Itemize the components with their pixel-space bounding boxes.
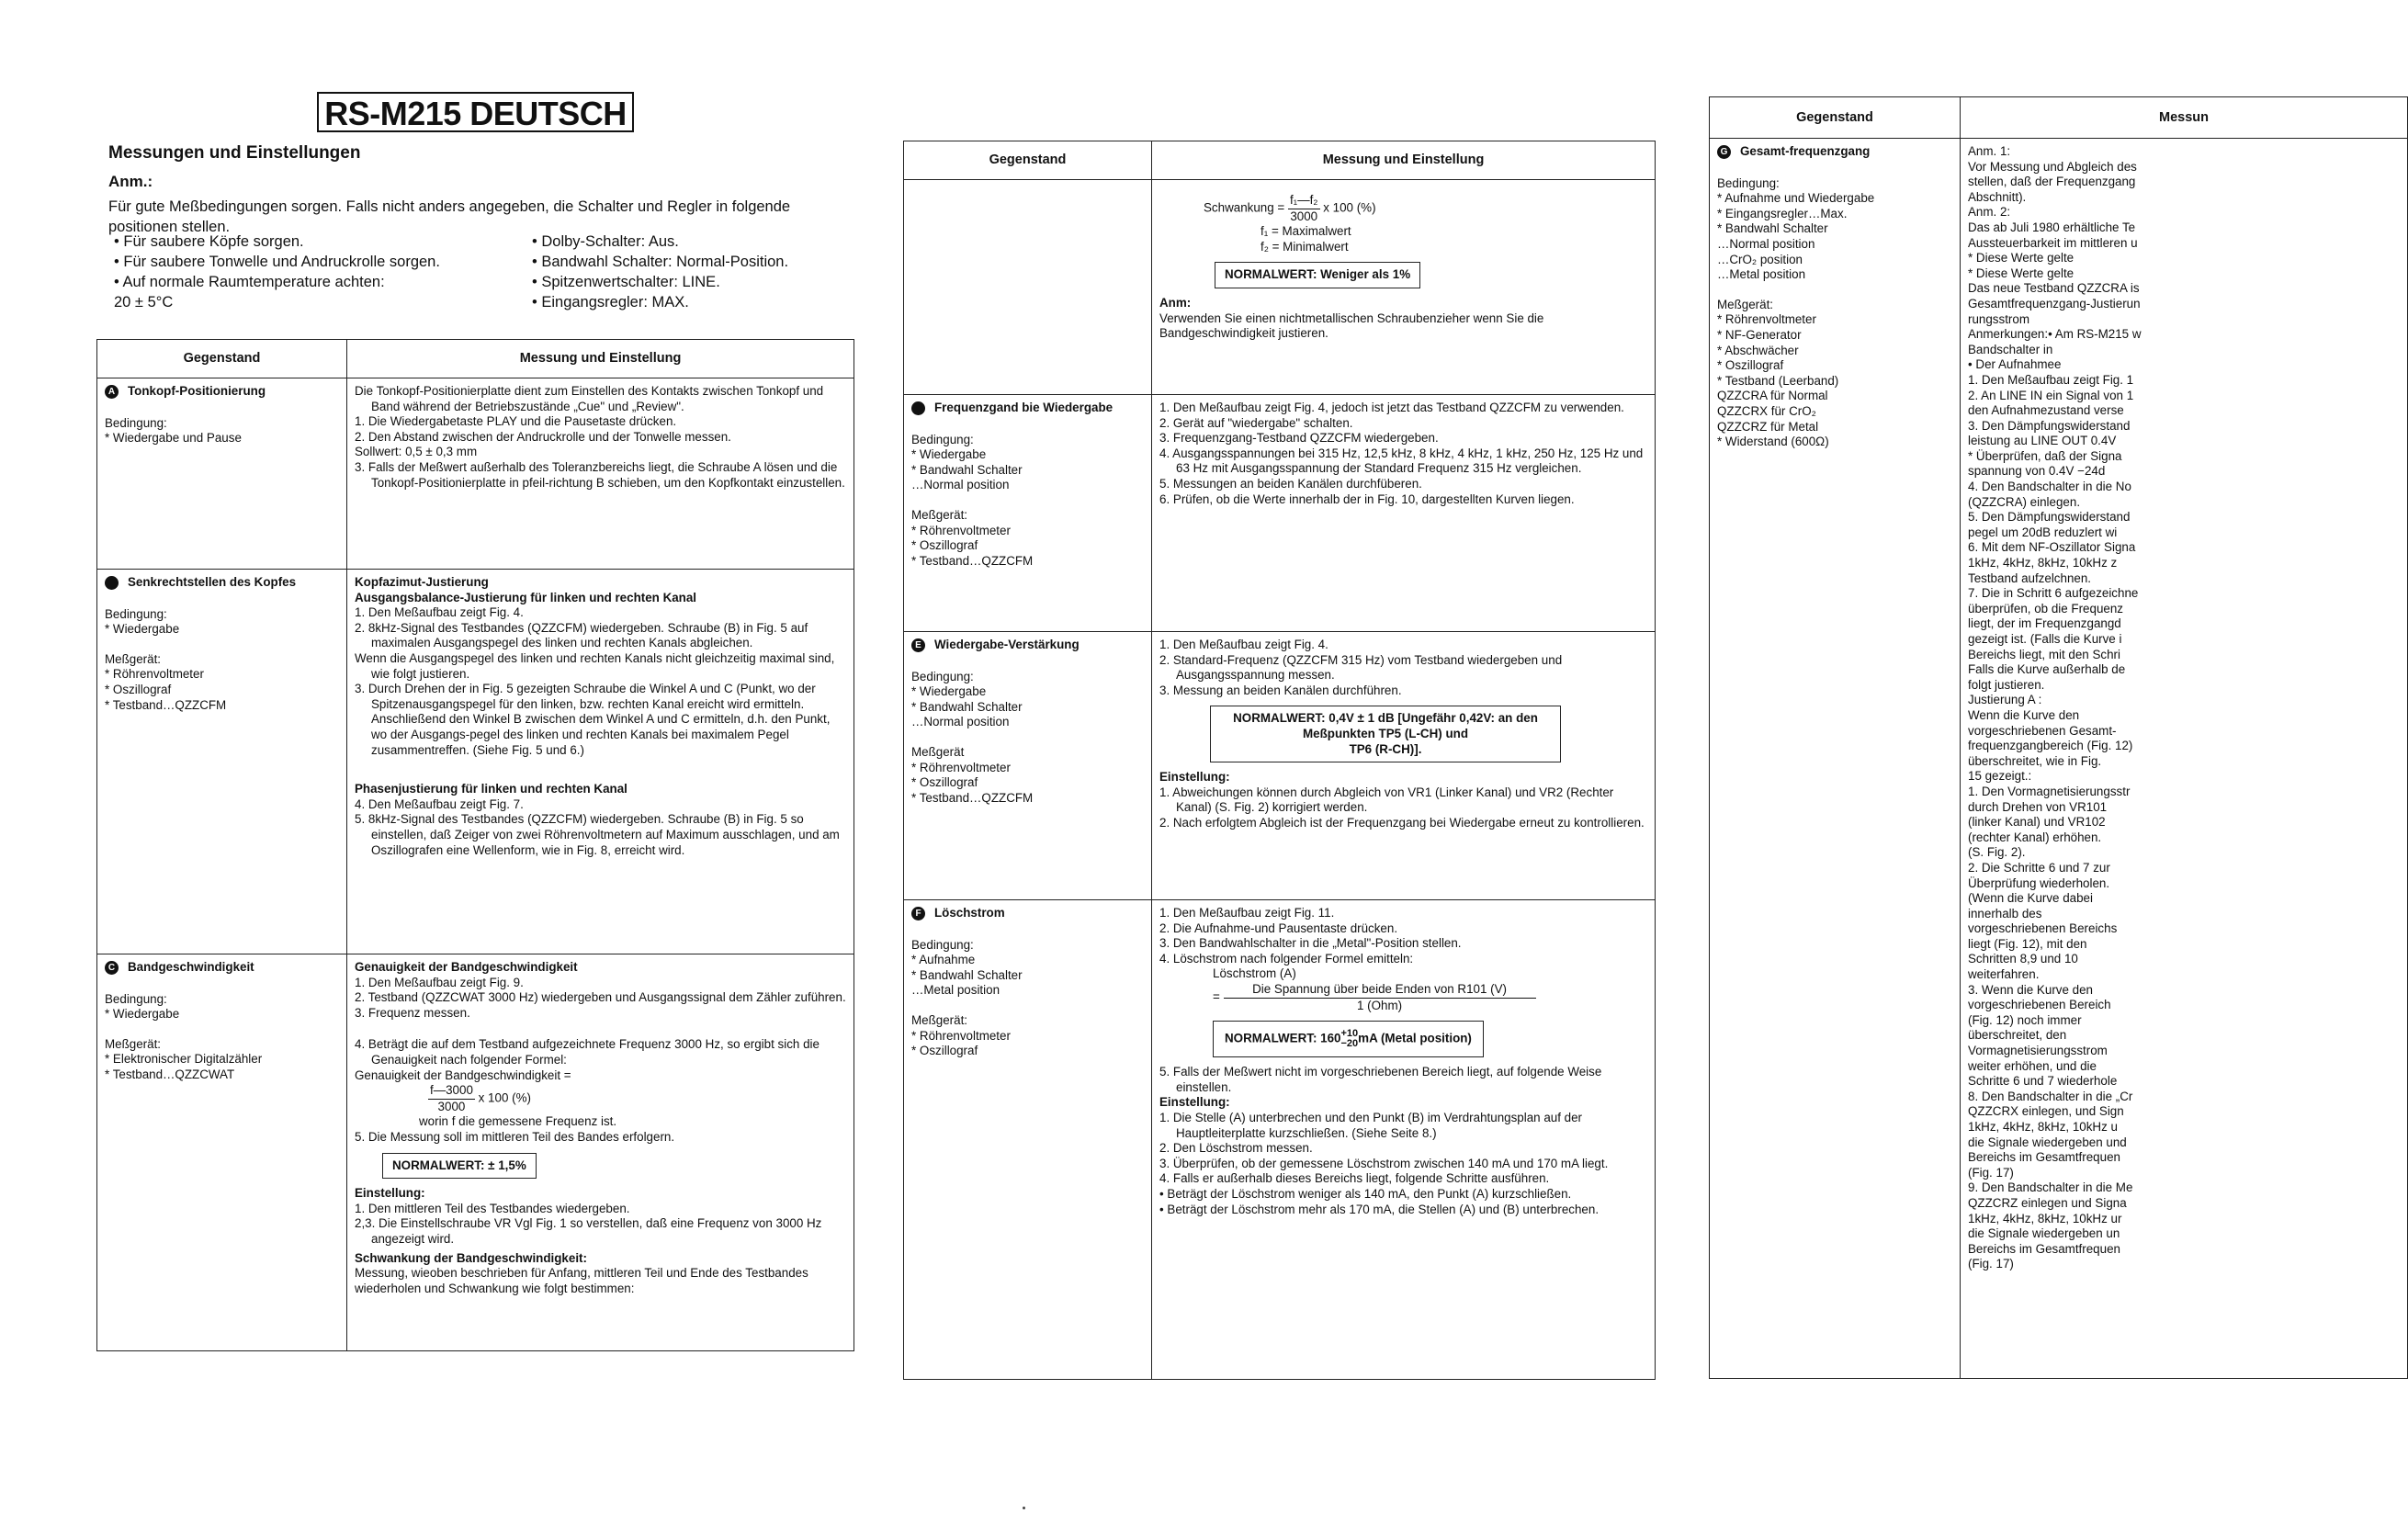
text-line: die Signale wiedergeben un [1968,1226,2120,1241]
text-line: * Eingangsregler…Max. [1717,206,1848,220]
text-line [1717,283,1952,298]
text-line: Anmerkungen:• Am RS-M215 w [1968,327,2142,342]
text-line: * Überprüfen, daß der Signa [1968,448,2122,463]
text-line: * Röhrenvoltmeter [911,760,1011,774]
text-line: • Der Aufnahmee [1968,357,2062,372]
item-d-text [1152,395,1656,632]
text-line: 3. Wenn die Kurve den [1968,982,2093,997]
text-line: Falls die Kurve außerhalb de [1968,662,2126,677]
text-line: 4. Den Meßaufbau zeigt Fig. 7. [355,796,524,811]
text-line: durch Drehen von VR101 [1968,799,2108,814]
text-line: Bedingung: [105,991,167,1006]
text-line: 1. Den Meßaufbau zeigt Fig. 4. [1159,638,1328,651]
text-line: • Beträgt der Löschstrom mehr als 170 mA, die Stellen (A) und (B) unterbrechen. [1159,1202,1600,1216]
condition-item: • Bandwahl Schalter: Normal-Position. [532,254,789,270]
item-c-cell [97,954,347,1351]
text-line: * Röhrenvoltmeter [1717,312,1816,327]
letter-d-icon: D [911,401,925,415]
item-d-conditions [911,433,1144,570]
text-line: gezeigt ist. (Falls die Kurve i [1968,632,2122,646]
item-b-text [347,570,854,954]
text-line: Bandschalter in [1968,342,2053,356]
text-line: …CrO₂ position [1717,252,1803,266]
text-line: * Testband…QZZCFM [911,790,1034,805]
text-line: frequenzgangbereich (Fig. 12) [1968,739,2133,753]
text-line: 2. An LINE IN ein Signal von 1 [1968,388,2134,402]
text-line: …Metal position [911,983,1001,998]
text-line: 1. Den Vormagnetisierungsstr [1968,784,2131,798]
item-c-head2: Schwankung der Bandgeschwindigkeit: [355,1250,587,1265]
text-line: * Wiedergabe [911,447,987,462]
item-b-conditions [105,607,339,714]
item-g-cell [1710,139,1961,1379]
normal-f-sub: −20 [1340,1038,1359,1050]
text-line: * NF-Generator [1717,327,1802,342]
conditions-right [526,232,839,312]
formula-den: 3000 [437,1099,466,1113]
text-line [105,638,339,652]
item-f-steps [1159,906,1647,966]
text-line: * Aufnahme und Wiedergabe [1717,191,1875,206]
text-line: folgt justieren. [1968,677,2045,692]
condition-item: • Eingangsregler: MAX. [532,294,689,311]
text-line: Bedingung: [105,606,167,621]
text-line: Gesamtfrequenzgang-Justierun [1968,296,2141,311]
item-c-text [347,954,854,1351]
text-line: weiter erhöhen, und die [1968,1058,2097,1073]
text-line: pegel um 20dB reduzlert wi [1968,525,2118,539]
item-b-title: Senkrechtstellen des Kopfes [128,575,297,589]
text-line: * Testband (Leerband) [1717,373,1839,388]
text-line: Justierung A : [1968,693,2042,707]
text-line: 1. Den Meßaufbau zeigt Fig. 1 [1968,372,2134,387]
text-line: * Widerstand (600Ω) [1717,435,1829,449]
text-line: QZZCRA für Normal [1717,389,1828,403]
item-g-conditions [1717,176,1952,450]
text-line: QZZCRX für CrO₂ [1717,403,1816,418]
item-f-steps3 [1159,1111,1647,1217]
text-line [911,493,1144,508]
einstellung-e: Einstellung: [1159,770,1230,785]
item-f-step5: 5. Falls der Meßwert nicht im vorgeschriebenen Bereich liegt, auf folgende Weise einstellen. [1159,1065,1602,1094]
text-line: Genauigkeit der Bandgeschwindigkeit = [355,1067,571,1082]
text-line: (Wenn die Kurve dabei [1968,891,2093,906]
text-line: Testband aufzelchnen. [1968,570,2092,585]
condition-item: • Für saubere Köpfe sorgen. [114,233,304,250]
text-line: Schritte 6 und 7 wiederhole [1968,1074,2118,1089]
text-line: * Röhrenvoltmeter [911,523,1011,537]
text-line: 1kHz, 4kHz, 8kHz, 10kHz ur [1968,1211,2122,1225]
header-item-3: Gegenstand [1710,97,1961,139]
text-line: Bedingung: [911,432,974,446]
text-line: überschreitet, den [1968,1028,2067,1043]
text-line: * Wiedergabe und Pause [105,431,242,446]
text-line: * Wiedergabe [105,622,180,637]
item-b-head3: Phasenjustierung für linken und rechten Kanal [355,782,627,796]
text-line: * Wiedergabe [105,1007,180,1022]
item-g-text [1961,139,2408,1379]
text-line: Bedingung: [911,669,974,683]
text-line: 6. Prüfen, ob die Werte innerhalb der in Fig. 10, dargestellten Kurven liegen. [1159,491,1575,506]
text-line: 1. Den Meßaufbau zeigt Fig. 9. [355,975,524,989]
text-line: rungsstrom [1968,311,2029,326]
page-dot [1023,1507,1025,1509]
item-b-cell [97,570,347,954]
text-line: …Normal position [911,478,1010,492]
schw-suffix: x 100 (%) [1323,200,1376,215]
item-c-conditions [105,992,339,1083]
text-line: * Abschwächer [1717,343,1799,357]
measurement-table-2 [903,141,1656,1380]
section-title: Messungen und Einstellungen [108,143,361,163]
text-line: * Röhrenvoltmeter [105,667,204,682]
text-line: Meßgerät: [911,507,968,522]
text-line: 2. Standard-Frequenz (QZZCFM 315 Hz) vom Testband wiedergeben und Ausgangsspannung messen. [1159,652,1563,683]
letter-a-icon: A [105,385,119,399]
schw-label: Schwankung = [1204,200,1285,215]
text-line: Das neue Testband QZZCRA is [1968,281,2140,296]
item-e-steps [1159,638,1647,698]
letter-e-icon: E [911,638,925,652]
text-line: 9. Den Bandschalter in die Me [1968,1180,2133,1195]
einstellung-c: Einstellung: [355,1186,425,1201]
text-line: Anm. 1: [1968,144,2011,158]
text-line: überschreitet, wie in Fig. [1968,753,2102,768]
text-line: Meßgerät: [911,1012,968,1027]
item-e-cell [904,632,1152,900]
loesch-num: Die Spannung über beide Enden von R101 (V) [1224,982,1536,999]
text-line [911,730,1144,745]
text-line: Bedingung: [1717,175,1780,190]
text-line [911,999,1144,1013]
text-line: 2. Die Aufnahme-und Pausentaste drücken. [1159,920,1398,935]
item-d-steps [1159,401,1647,507]
continued-cell [904,180,1152,395]
text-line: * Bandwahl Schalter [911,462,1023,477]
letter-g-icon: G [1717,145,1731,159]
item-a-conditions [105,416,339,446]
text-line: (Fig. 17) [1968,1257,2014,1271]
text-line: Bedingung: [911,937,974,952]
loeschstrom-formula: = $\frac{\text{Die Spannung über beide Enden von R101 (V)}}{\text{1 (Ohm)}}$ [1159,982,1647,1013]
text-line: 1. Den Meßaufbau zeigt Fig. 4. [355,605,524,620]
text-line: 2,3. Die Einstellschraube VR Vgl Fig. 1 so verstellen, daß eine Frequenz von 3000 Hz angezeigt wird. [355,1216,822,1246]
text-line: (rechter Kanal) erhöhen. [1968,830,2102,844]
text-line: 15 gezeigt.: [1968,769,2032,784]
schwankung-text [1152,180,1656,395]
text-line: …Normal position [911,715,1010,729]
text-line: Das ab Juli 1980 erhältliche Te [1968,220,2136,234]
text-line: Wenn die Kurve den [1968,707,2080,722]
intro-text: Für gute Meßbedingungen sorgen. Falls nicht anders angegeben, die Schalter und Regler in folgende positionen stellen. [108,198,791,235]
text-line: Wenn die Ausgangspegel des linken und rechten Kanals nicht gleichzeitig maximal sind, wie folgt justieren. [355,650,835,681]
text-line: 2. Den Löschstrom messen. [1159,1141,1313,1156]
text-line: 1. Den Meßaufbau zeigt Fig. 4, jedoch ist jetzt das Testband QZZCFM zu verwenden. [1159,401,1624,414]
text-line: Abschnitt). [1968,189,2027,204]
text-line: 4. Löschstrom nach folgender Formel emitteln: [1159,951,1414,966]
text-line: Bereichs im Gesamtfrequen [1968,1241,2120,1256]
text-line: 3. Den Dämpfungswiderstand [1968,418,2131,433]
letter-b-icon: B [105,576,119,590]
text-line: (linker Kanal) und VR102 [1968,815,2106,830]
text-line: Meßgerät: [105,1036,162,1051]
text-line: 3. Überprüfen, ob der gemessene Löschstrom zwischen 140 mA und 170 mA liegt. [1159,1156,1609,1170]
text-line: 7. Die in Schritt 6 aufgezeichne [1968,586,2139,601]
item-a-text [347,378,854,570]
text-line: * Röhrenvoltmeter [911,1028,1011,1043]
letter-f-icon: F [911,907,925,920]
text-line: …Normal position [1717,236,1815,251]
text-line: Vor Messung und Abgleich des [1968,159,2137,174]
normal-value-e [1210,706,1561,762]
text-line: QZZCRX einlegen, und Sign [1968,1104,2124,1119]
item-b-steps2 [355,797,846,858]
normal-f-sup: +10 [1340,1028,1359,1040]
item-c-formula [355,1083,846,1114]
text-line: Aussteuerbarkeit im mittleren u [1968,235,2138,250]
text-line: 3. Frequenzgang-Testband QZZCFM wiedergeben. [1159,431,1439,446]
text-line: * Oszillograf [911,1044,978,1058]
text-line: liegt, der im Frequenzgangd [1968,616,2121,631]
item-c-head1: Genauigkeit der Bandgeschwindigkeit [355,960,578,974]
item-f-conditions [911,938,1144,1059]
text-line: vorgeschriebenen Bereich [1968,998,2111,1012]
text-line: …Metal position [1717,267,1806,282]
text-line: 1kHz, 4kHz, 8kHz, 10kHz z [1968,556,2118,570]
text-line: den Aufnahmezustand verse [1968,403,2124,418]
text-line: 4. Den Bandschalter in die No [1968,480,2131,494]
item-c-step5: 5. Die Messung soll im mittleren Teil des Bandes erfolgern. [355,1129,675,1144]
item-f-title: Löschstrom [934,906,1005,920]
text-line: (QZZCRA) einlegen. [1968,494,2081,509]
text-line: 5. Messungen an beiden Kanälen durchfüberen. [1159,476,1422,491]
text-line: * Wiedergabe [911,684,987,699]
text-line: 3. Den Bandwahlschalter in die „Metal"-Position stellen. [1159,936,1462,951]
text-line: * Diese Werte gelte [1968,265,2074,280]
condition-item: • Auf normale Raumtemperature achten: [114,274,385,290]
anm-label: Anm.: [108,173,153,190]
text-line: stellen, daß der Frequenzgang [1968,175,2136,189]
text-line: 1. Den mittleren Teil des Testbandes wiedergeben. [355,1201,630,1215]
text-line [105,1022,339,1037]
measurement-table-3 [1709,96,2408,1379]
text-line: • Beträgt der Löschstrom weniger als 140 mA, den Punkt (A) kurzschließen. [1159,1186,1572,1201]
anm-label-2: Anm: [1159,295,1192,310]
item-f-text [1152,900,1656,1380]
text-line: weiterfahren. [1968,967,2040,982]
f1-def: f₁ = Maximalwert [1261,224,1351,239]
text-line: 2. Nach erfolgtem Abgleich ist der Frequenzgang bei Wiedergabe erneut zu kontrollieren. [1159,815,1645,830]
text-line: * Testband…QZZCWAT [105,1067,235,1081]
text-line: 2. Den Abstand zwischen der Andruckrolle und der Tonwelle messen. [355,429,731,444]
item-c-steps4 [355,1202,846,1248]
item-a-title: Tonkopf-Positionierung [128,384,266,398]
header-measure: Messung und Einstellung [347,340,854,378]
text-line: 2. Testband (QZZCWAT 3000 Hz) wiedergeben und Ausgangssignal dem Zähler zuführen. [355,990,846,1005]
text-line: 3. Messung an beiden Kanälen durchführen. [1159,683,1402,697]
item-b-head1: Kopfazimut-Justierung [355,575,489,589]
model-title: RS-M215 DEUTSCH [317,92,634,132]
condition-item: • Spitzenwertschalter: LINE. [532,274,720,290]
normal-f-prefix: NORMALWERT: 160 [1225,1031,1341,1045]
text-line: Schritten 8,9 und 10 [1968,952,2078,966]
text-line: Überprüfung wiederholen. [1968,875,2110,890]
text-line: 5. 8kHz-Signal des Testbandes (QZZCFM) wiedergeben. Schraube (B) in Fig. 5 so einstellen, daß Zeiger von zwei Röhrenvoltmetern auf Maximum ausschlagen, und am Oszillografen eine Wellenform, wie in Fig. 8, erreicht wird. [355,812,840,857]
item-a-cell [97,378,347,570]
text-line: liegt (Fig. 12), mit den [1968,936,2087,951]
normal-e-line-1: NORMALWERT: 0,4V ± 1 dB [Ungefähr 0,42V: an den [1233,711,1538,726]
text-line: * Bandwahl Schalter [911,967,1023,982]
text-line: 8. Den Bandschalter in die „Cr [1968,1089,2133,1103]
text-line: vorgeschriebenen Bereichs [1968,921,2118,936]
text-line: Vormagnetisierungsstrom [1968,1044,2108,1058]
text-line: überprüfen, ob die Frequenz [1968,601,2123,616]
loeschstrom-label: Löschstrom (A) [1213,966,1296,981]
text-line: 5. Den Dämpfungswiderstand [1968,510,2131,525]
item-g-steps [1968,144,2400,1272]
header-measure-2: Messung und Einstellung [1152,141,1656,180]
text-line: 1. Den Meßaufbau zeigt Fig. 11. [1159,906,1335,920]
text-line: 4. Falls er außerhalb dieses Bereichs liegt, folgende Schritte ausführen. [1159,1171,1550,1186]
text-line: * Oszillograf [1717,358,1784,373]
normal-value-c: NORMALWERT: ± 1,5% [382,1153,537,1180]
item-e-steps2 [1159,785,1647,831]
schw-num: f₁—f₂ [1288,193,1320,209]
text-line: 1. Abweichungen können durch Abgleich von VR1 (Linker Kanal) und VR2 (Rechter Kanal) (S. Fig. 2) korrigiert werden. [1159,785,1614,815]
text-line: (S. Fig. 2). [1968,845,2026,860]
item-e-title: Wiedergabe-Verstärkung [934,638,1080,651]
text-line: 4. Ausgangsspannungen bei 315 Hz, 12,5 kHz, 8 kHz, 4 kHz, 1 kHz, 250 Hz, 125 Hz und 63 Hz mit Ausgangsspannung der Standard Frequenz 315 Hz vergleichen. [1159,446,1644,476]
letter-c-icon: C [105,961,119,975]
text-line: Meßgerät: [105,651,162,666]
table-3-clip [1709,96,2209,1383]
anm-text-2: Verwenden Sie einen nichtmetallischen Schraubenzieher wenn Sie die Bandgeschwindigkeit justieren. [1159,311,1544,341]
formula-note: worin f die gemessene Frequenz ist. [419,1114,617,1129]
item-f-cell [904,900,1152,1380]
text-line: QZZCRZ einlegen und Signa [1968,1195,2127,1210]
text-line: leistung au LINE OUT 0.4V [1968,434,2117,448]
normal-e-line-3: TP6 (R-CH)]. [1349,741,1422,756]
text-line: (Fig. 12) noch immer [1968,1012,2082,1027]
header-item: Gegenstand [97,340,347,378]
text-line: 3. Falls der Meßwert außerhalb des Toleranzbereichs liegt, die Schraube A lösen und die Tonkopf-Positionierplatte in pfeil-richtung B schieben, um den Kopfkontakt einzustellen. [355,459,845,490]
f2-def: f₂ = Minimalwert [1261,239,1349,254]
text-line: innerhalb des [1968,906,2042,920]
text-line: 3. Durch Drehen der in Fig. 5 gezeigten Schraube die Winkel A und C (Punkt, wo der Spitzenausgangspegel für den linken, bzw. rechten Kanal ereicht wird ermitteln. Anschließend den Winkel B zwischen dem Winkel A und C ermitteln, d.h. den Punkt, wo der Ausgangs-pegel des linken und rechten Kanals bei maximalem Pegel zusammentreffen. (Siehe Fig. 5 und 6.) [355,682,831,757]
text-line: * Oszillograf [911,775,978,790]
item-b-head2: Ausgangsbalance-Justierung für linken und rechten Kanal [355,590,697,604]
normal-value-schw: NORMALWERT: Weniger als 1% [1215,262,1420,288]
condition-item: • Dolby-Schalter: Aus. [532,233,679,250]
text-line: 1kHz, 4kHz, 8kHz, 10kHz u [1968,1120,2118,1134]
text-line: Bereichs liegt, mit den Schri [1968,647,2120,661]
text-line: die Signale wiedergeben und [1968,1135,2127,1149]
condition-item: 20 ± 5°C [114,294,174,311]
text-line: Bereichs im Gesamtfrequen [1968,1150,2120,1165]
text-line: * Elektronischer Digitalzähler [105,1052,263,1067]
text-line: * Oszillograf [911,538,978,553]
header-measure-3: Messun [1961,97,2408,139]
item-d-cell [904,395,1152,632]
text-line: * Bandwahl Schalter [911,699,1023,714]
text-line: * Testband…QZZCFM [911,553,1034,568]
text-line: * Diese Werte gelte [1968,251,2074,265]
formula-suffix: x 100 (%) [478,1090,531,1105]
einstellung-f: Einstellung: [1159,1095,1230,1110]
text-line: * Oszillograf [105,682,172,696]
text-line: spannung von 0.4V −24d [1968,464,2106,479]
item-b-steps1 [355,605,846,758]
text-line: Bedingung: [105,415,167,430]
text-line: QZZCRZ für Metal [1717,419,1819,434]
conditions-left [108,232,513,312]
text-line: (Fig. 17) [1968,1165,2014,1180]
item-c-text5: Messung, wieoben beschrieben für Anfang, mittleren Teil und Ende des Testbandes wiederholen und Schwankung wie folgt bestimmen: [355,1266,808,1295]
text-line: 3. Frequenz messen. [355,1005,470,1020]
text-line: vorgeschriebenen Gesamt- [1968,723,2117,738]
formula-num: f—3000 [428,1083,475,1100]
item-d-title: Frequenzgand bie Wiedergabe [934,401,1114,414]
item-c-title: Bandgeschwindigkeit [128,960,254,974]
loesch-den: 1 (Ohm) [1356,998,1403,1012]
text-line: 1. Die Wiedergabetaste PLAY und die Pausetaste drücken. [355,414,677,429]
text-line: Meßgerät [911,744,965,759]
text-line: Anm. 2: [1968,205,2011,220]
item-e-conditions [911,670,1144,807]
normal-e-line-2: Meßpunkten TP5 (L-CH) und [1302,726,1468,740]
normal-value-f [1213,1021,1484,1057]
text-line: Meßgerät: [1717,297,1774,311]
text-line: * Bandwahl Schalter [1717,221,1828,236]
condition-item: • Für saubere Tonwelle und Andruckrolle sorgen. [114,254,440,270]
text-line: * Testband…QZZCFM [105,697,227,712]
item-c-steps1 [355,976,846,1022]
text-line: 6. Mit dem NF-Oszillator Signa [1968,540,2136,555]
schw-den: 3000 [1290,209,1318,223]
text-line: 4. Beträgt die auf dem Testband aufgezeichnete Frequenz 3000 Hz, so ergibt sich die Genauigkeit nach folgender Formel: [355,1037,820,1067]
item-a-steps [355,384,846,491]
item-e-text [1152,632,1656,900]
item-c-steps2 [355,1037,846,1083]
normal-f-suffix: mA (Metal position) [1358,1031,1472,1045]
text-line: 1. Die Stelle (A) unterbrechen und den Punkt (B) im Verdrahtungsplan auf der Hauptleiterplatte kurzschließen. (Siehe Seite 8.) [1159,1110,1583,1140]
header-item-2: Gegenstand [904,141,1152,180]
text-line: 2. Die Schritte 6 und 7 zur [1968,860,2110,875]
measurement-table-1 [96,339,854,1351]
text-line: * Aufnahme [911,953,976,967]
text-line: 2. 8kHz-Signal des Testbandes (QZZCFM) wiedergeben. Schraube (B) in Fig. 5 auf maximalen Ausgangspegel des linken und rechten Kanals abgleichen. [355,620,808,650]
text-line: Die Tonkopf-Positionierplatte dient zum Einstellen des Kontakts zwischen Tonkopf und Band während der Betriebszustände „Cue" und „Review". [355,384,824,413]
text-line: 2. Gerät auf "wiedergabe" schalten. [1159,415,1353,430]
text-line: Sollwert: 0,5 ± 0,3 mm [355,445,478,459]
item-g-title: Gesamt-frequenzgang [1740,144,1871,158]
schwankung-formula [1159,193,1647,224]
